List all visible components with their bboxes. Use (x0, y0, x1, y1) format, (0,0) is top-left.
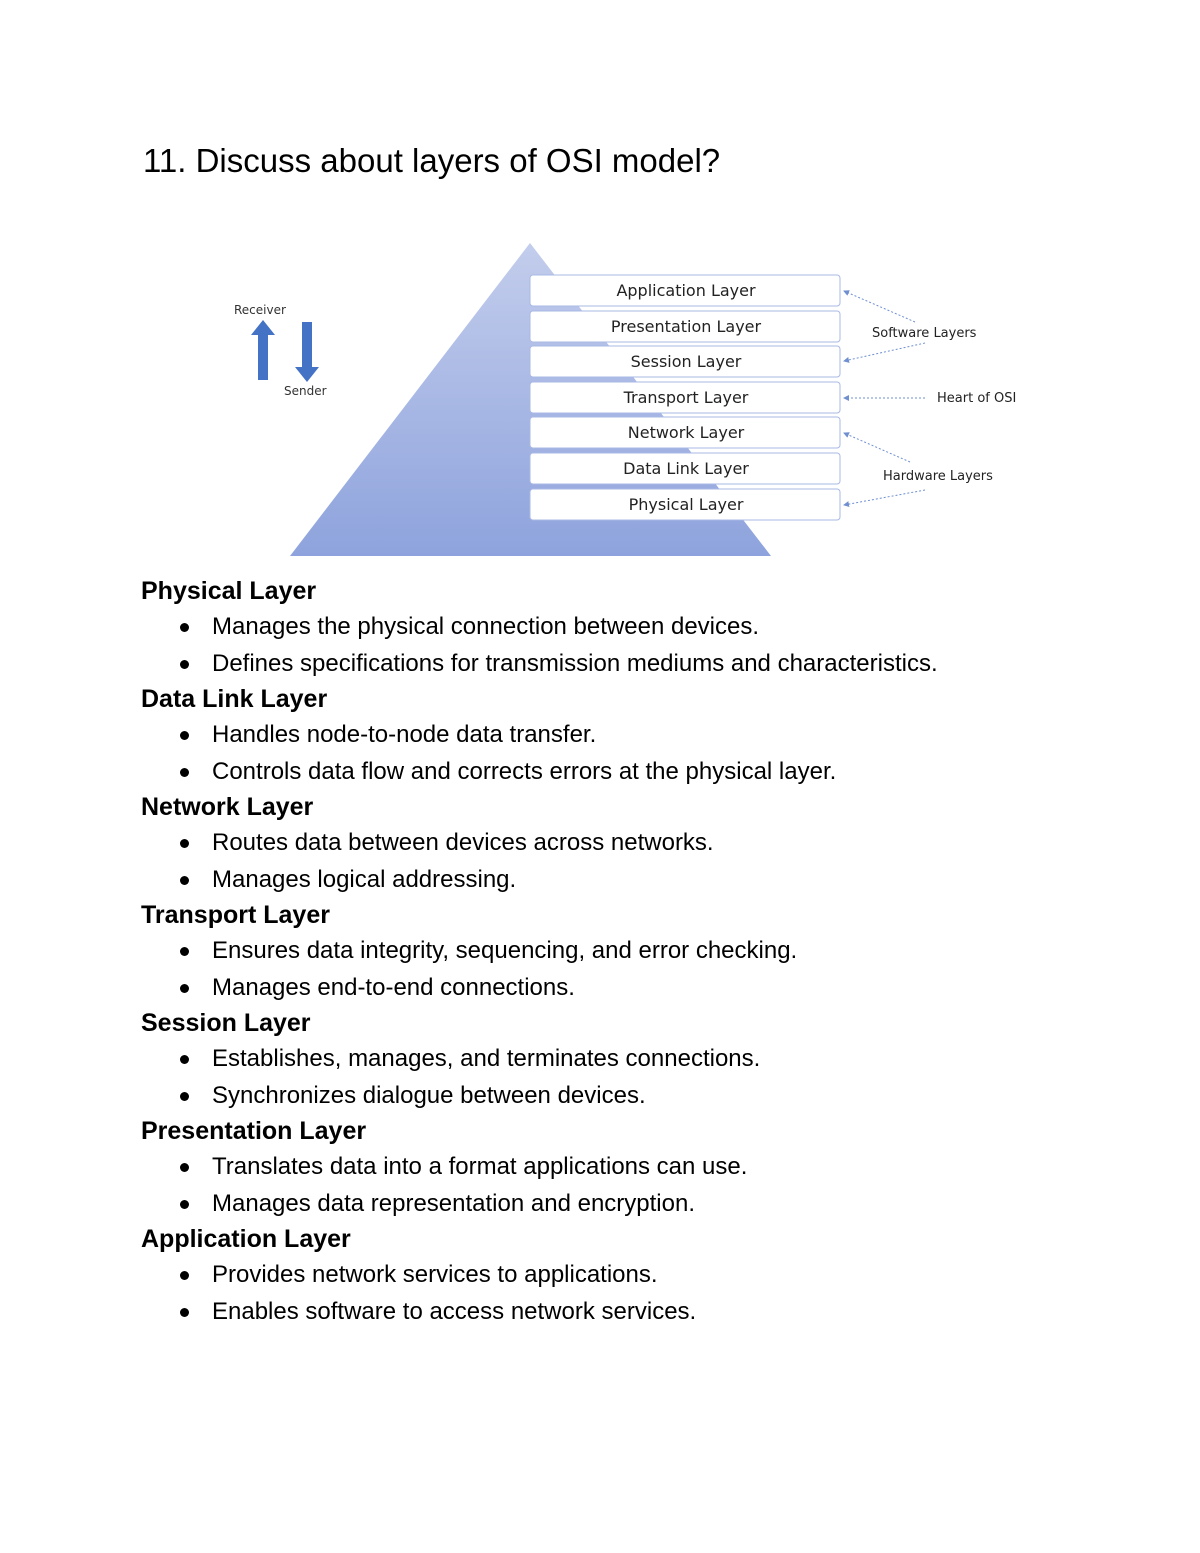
bullet-item (141, 861, 1141, 898)
bullet-text: Translates data into a format applications can use. (212, 1153, 748, 1180)
receiver-arrow-icon (251, 320, 275, 380)
section-heading: Physical Layer (141, 577, 317, 605)
bullet-dot (180, 731, 189, 740)
bullet-text: Defines specifications for transmission mediums and characteristics. (212, 650, 938, 677)
layer-box-application (530, 275, 840, 306)
bullet-dot (180, 839, 189, 848)
section-data-link-layer (141, 682, 1141, 790)
bullet-dot (180, 660, 189, 669)
section-heading: Session Layer (141, 1009, 311, 1037)
bullet-text: Provides network services to applications. (212, 1261, 658, 1288)
bullet-dot (180, 1271, 189, 1280)
bullet-dot (180, 1092, 189, 1101)
layer-label-application: Application Layer (616, 281, 756, 300)
bullet-dot (180, 876, 189, 885)
bullet-dot (180, 1163, 189, 1172)
bullet-list (141, 608, 1141, 682)
osi-pyramid-diagram (220, 230, 1070, 565)
section-heading: Transport Layer (141, 901, 330, 929)
bullet-list (141, 824, 1141, 898)
bullet-list (141, 1040, 1141, 1114)
bullet-item (141, 1077, 1141, 1114)
section-transport-layer (141, 898, 1141, 1006)
bullet-dot (180, 1055, 189, 1064)
layer-label-data-link: Data Link Layer (623, 459, 749, 478)
bullet-text: Enables software to access network services. (212, 1298, 697, 1325)
bullet-text: Manages the physical connection between devices. (212, 613, 760, 640)
section-physical-layer (141, 574, 1141, 682)
layer-label-transport: Transport Layer (623, 388, 749, 407)
bullet-text: Establishes, manages, and terminates connections. (212, 1045, 761, 1072)
receiver-label: Receiver (234, 303, 286, 317)
bullet-dot (180, 947, 189, 956)
bullet-item (141, 1040, 1141, 1077)
bullet-item (141, 1256, 1141, 1293)
bullet-dot (180, 623, 189, 632)
layer-box-physical (530, 489, 840, 520)
sender-label: Sender (284, 384, 327, 398)
page-title: 11. Discuss about layers of OSI model? (143, 142, 721, 179)
bullet-dot (180, 768, 189, 777)
bullet-list (141, 1256, 1141, 1330)
layer-label-session: Session Layer (630, 352, 742, 371)
section-heading: Network Layer (141, 793, 314, 821)
bullet-text: Manages logical addressing. (212, 866, 517, 893)
bullet-text: Controls data flow and corrects errors at the physical layer. (212, 758, 837, 785)
bullet-item (141, 645, 1141, 682)
bullet-list (141, 716, 1141, 790)
bullet-list (141, 1148, 1141, 1222)
bullet-text: Synchronizes dialogue between devices. (212, 1082, 646, 1109)
heart-of-osi-label: Heart of OSI (937, 391, 1017, 406)
layer-box-network (530, 417, 840, 448)
layer-box-session (530, 346, 840, 377)
section-presentation-layer (141, 1114, 1141, 1222)
layer-label-network: Network Layer (627, 423, 745, 442)
bullet-text: Ensures data integrity, sequencing, and error checking. (212, 937, 798, 964)
hardware-layers-label: Hardware Layers (883, 469, 993, 484)
layer-label-physical: Physical Layer (628, 495, 744, 514)
bullet-item (141, 824, 1141, 861)
section-heading: Application Layer (141, 1225, 351, 1253)
software-layers-label: Software Layers (872, 326, 977, 341)
bullet-text: Handles node-to-node data transfer. (212, 721, 597, 748)
section-network-layer (141, 790, 1141, 898)
section-heading: Presentation Layer (141, 1117, 367, 1145)
section-application-layer (141, 1222, 1141, 1330)
bullet-text: Manages data representation and encryption. (212, 1190, 695, 1217)
section-session-layer (141, 1006, 1141, 1114)
layer-box-data-link (530, 453, 840, 484)
bullet-item (141, 716, 1141, 753)
layer-box-transport (530, 382, 840, 413)
bullet-item (141, 753, 1141, 790)
layer-descriptions (141, 574, 1141, 1330)
bullet-list (141, 932, 1141, 1006)
bullet-item (141, 1148, 1141, 1185)
layer-box-presentation (530, 311, 840, 342)
bullet-text: Manages end-to-end connections. (212, 974, 575, 1001)
bullet-dot (180, 1200, 189, 1209)
bullet-item (141, 969, 1141, 1006)
bullet-text: Routes data between devices across networks. (212, 829, 714, 856)
sender-arrow-icon (295, 322, 319, 382)
bullet-item (141, 932, 1141, 969)
section-heading: Data Link Layer (141, 685, 328, 713)
bullet-dot (180, 1308, 189, 1317)
bullet-item (141, 608, 1141, 645)
bullet-item (141, 1293, 1141, 1330)
layer-label-presentation: Presentation Layer (610, 317, 762, 336)
bullet-dot (180, 984, 189, 993)
bullet-item (141, 1185, 1141, 1222)
